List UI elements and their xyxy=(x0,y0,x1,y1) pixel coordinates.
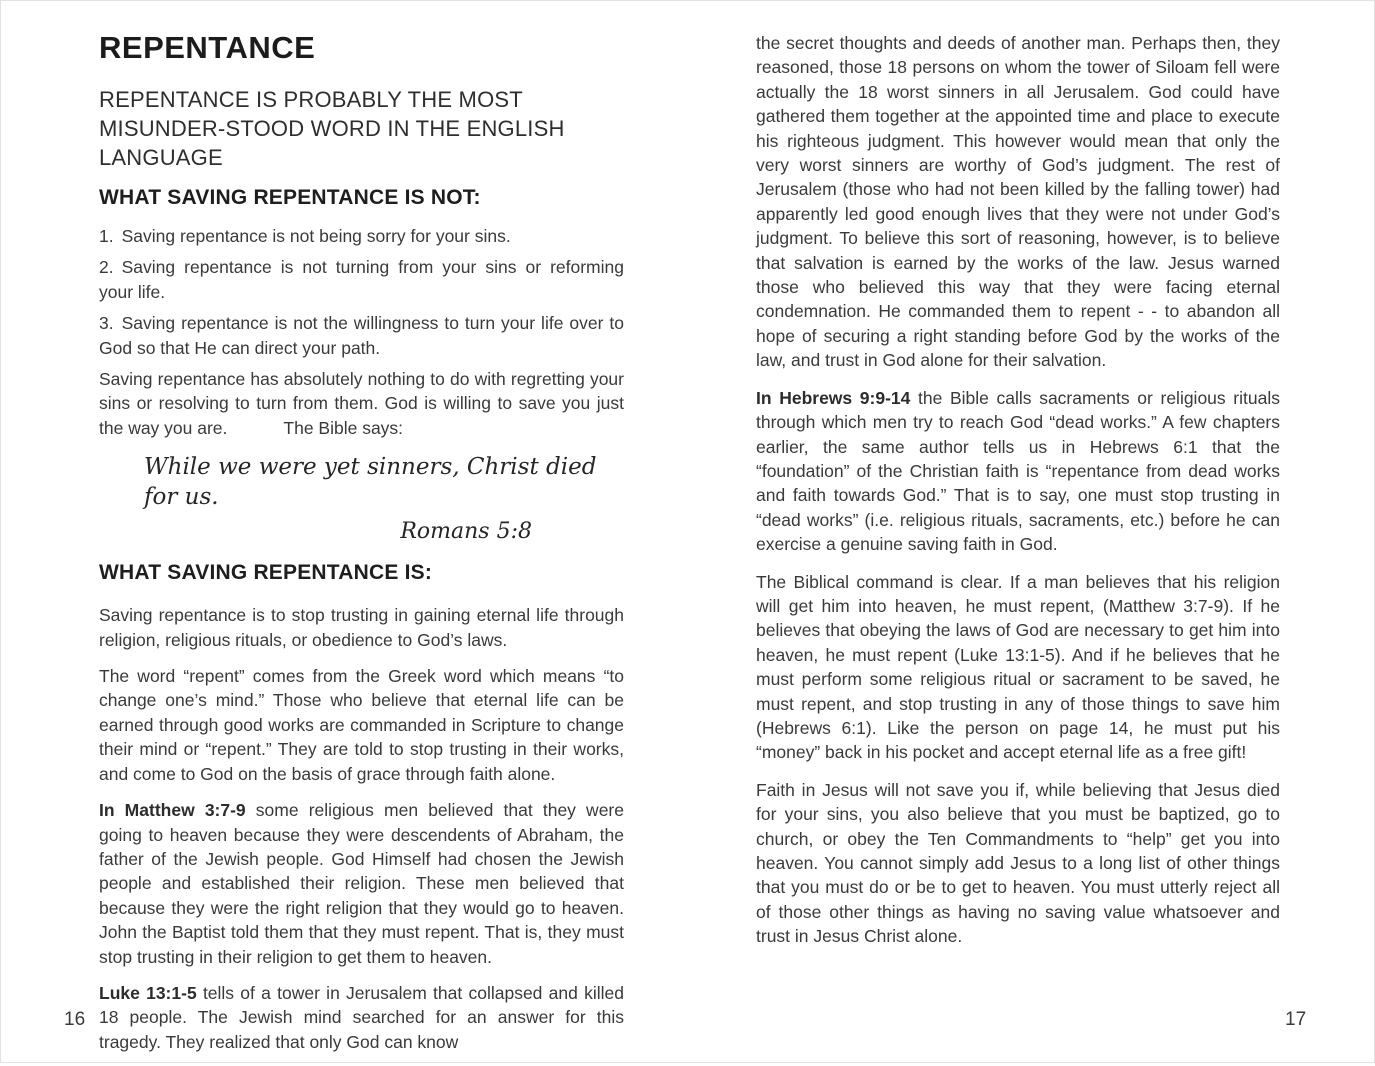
paragraph xyxy=(756,778,1280,949)
item-number: 1. xyxy=(99,226,114,246)
paragraph xyxy=(756,570,1280,765)
paragraph-text: some religious men believed that they were going to heaven because they were descendents of Abraham, the father of the Jewish people. God Himself had chosen the Jewish people and established their religion. These men believed that because they were the right religion that they would go to heaven. John the Baptist told them that they must repent. That is, they must stop trusting in their religion to get them to heaven. xyxy=(99,800,624,967)
paragraph-text: Saving repentance is to stop trusting in gaining eternal life through religion, religious rituals, or obedience to God’s laws. xyxy=(99,605,624,650)
item-number: 2. xyxy=(99,257,114,278)
scripture-quote xyxy=(99,452,624,546)
bible-says-label: The Bible says: xyxy=(283,417,404,438)
item-text: Saving repentance is not turning from your sins or reforming your life. xyxy=(99,257,624,302)
paragraph xyxy=(99,603,624,652)
numbered-item-3 xyxy=(99,311,624,360)
right-page xyxy=(756,31,1280,961)
paragraph-text: The word “repent” comes from the Greek word which means “to change one’s mind.” Those who believe that eternal life can be earned through good works are commanded in Scripture to change their mind or “repent.” They are told to stop trusting in their works, and come to God on the basis of grace through faith alone. xyxy=(99,666,624,784)
paragraph xyxy=(99,981,624,1054)
numbered-item-1 xyxy=(99,224,624,248)
paragraph-text: Saving repentance has absolutely nothing to do with regretting your sins or resolving to turn from them. God is willing to save you just the way you are. xyxy=(99,369,624,438)
page-number-left: 16 xyxy=(64,1009,86,1030)
paragraph xyxy=(99,798,624,969)
paragraph-nothing-to-do xyxy=(99,367,624,440)
heading-what-saving-repentance-is-not: WHAT SAVING REPENTANCE IS NOT: xyxy=(99,186,481,209)
paragraph xyxy=(756,386,1280,557)
page-subtitle: REPENTANCE IS PROBABLY THE MOST MISUNDER-STOOD WORD IN THE ENGLISH LANGUAGE xyxy=(99,87,565,170)
quote-text: While we were yet sinners, Christ died for us. xyxy=(144,454,597,511)
paragraph-text: tells of a tower in Jerusalem that collapsed and killed 18 people. The Jewish mind searched for an answer for this tragedy. They realized that only God can know xyxy=(99,982,624,1052)
left-page xyxy=(99,31,624,1066)
page-title: REPENTANCE xyxy=(99,30,316,65)
quote-reference: Romans 5:8 xyxy=(400,519,532,545)
paragraph-text: Faith in Jesus will not save you if, while believing that Jesus died for your sins, you also believe that you must be baptized, go to church, or obey the Ten Commandments to “help” get you into heaven. You cannot simply add Jesus to a long list of other things that you must do or be to get to heaven. You must utterly reject all of those other things as having no saving value whatsoever and trust in Jesus Christ alone. xyxy=(756,779,1280,947)
paragraph xyxy=(99,664,624,786)
paragraph-text: the secret thoughts and deeds of another man. Perhaps then, they reasoned, those 18 persons on whom the tower of Siloam fell were actually the 18 worst sinners in all Jerusalem. God could have gathered them together at the appointed time and place to execute his righteous judgment. This however would mean that only the very worst sinners are worthy of God’s judgment. The rest of Jerusalem (those who had not been killed by the falling tower) had apparently led good enough lives that they were not under God’s judgment. To believe this sort of reasoning, however, is to believe that salvation is earned by the works of the law. Jesus warned those who believed this way that they were facing eternal condemnation. He commanded them to repent - - to abandon all hope of securing a right standing before God by the works of the law, and trust in God alone for their salvation. xyxy=(756,33,1280,371)
bold-lead: In Hebrews 9:9-14 xyxy=(756,387,911,408)
item-text: Saving repentance is not being sorry for your sins. xyxy=(121,226,511,246)
page-number-right: 17 xyxy=(1285,1009,1307,1030)
paragraph-text: The Biblical command is clear. If a man believes that his religion will get him into heaven, he must repent, (Matthew 3:7-9). If he believes that obeying the laws of God are necessary to get him into heaven, he must repent (Luke 13:1-5). And if he believes that he must perform some religious ritual or sacrament to be saved, he must repent, and stop trusting in any of those things to save him (Hebrews 6:1). Like the person on page 14, he must put his “money” back in his pocket and accept eternal life as a free gift! xyxy=(756,571,1280,763)
item-number: 3. xyxy=(99,313,114,334)
item-text: Saving repentance is not the willingness to turn your life over to God so that He can direct your path. xyxy=(99,313,624,358)
paragraph-text: the Bible calls sacraments or religious rituals through which men try to reach God “dead works.” A few chapters earlier, the same author tells us in Hebrews 6:1 that the “foundation” of the Christian faith is “repentance from dead works and faith towards God.” That is to say, one must stop trusting in “dead works” (i.e. religious rituals, sacraments, etc.) before he can exercise a genuine saving faith in God. xyxy=(756,387,1280,555)
numbered-item-2 xyxy=(99,255,624,304)
bold-lead: In Matthew 3:7-9 xyxy=(99,800,246,821)
paragraph xyxy=(756,31,1280,373)
bold-lead: Luke 13:1-5 xyxy=(99,982,197,1003)
heading-what-saving-repentance-is: WHAT SAVING REPENTANCE IS: xyxy=(99,561,433,585)
